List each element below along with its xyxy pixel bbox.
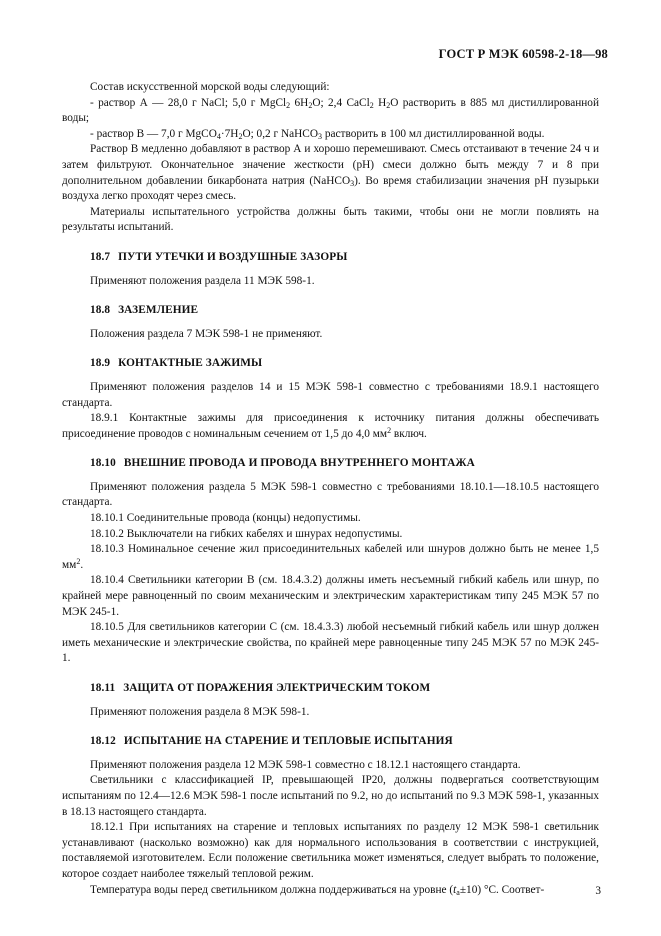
section-heading-18-12: 18.12 ИСПЫТАНИЕ НА СТАРЕНИЕ И ТЕПЛОВЫЕ ИСПЫТАНИЯ	[90, 735, 453, 748]
paragraph: Температура воды перед светильником должна поддерживаться на уровне $(t_a\pm 10)$ °С. Соответ-	[90, 883, 545, 897]
paragraph: 18.9.1 Контактные зажимы для присоединения к источнику питания должны обеспечивать присоединение проводов с номинальным сечением от 1,5 до 4,0 $мм^2$ включ.	[62, 412, 599, 440]
section-heading-18-8: 18.8 ЗАЗЕМЛЕНИЕ	[90, 304, 199, 317]
paragraph: Состав искусственной морской воды следующий:	[90, 81, 330, 93]
paragraph: 18.10.2 Выключатели на гибких кабелях и шнурах недопустимы.	[90, 527, 403, 540]
paragraph: Применяют положения раздела 5 МЭК 598-1 совместно с требованиями 18.10.1—18.10.5 настоящего стандарта.	[62, 480, 599, 509]
paragraph: Применяют положения раздела 8 МЭК 598-1.	[90, 705, 310, 718]
paragraph: Применяют положения раздела 11 МЭК 598-1.	[90, 274, 315, 287]
section-heading-18-7: 18.7 ПУТИ УТЕЧКИ И ВОЗДУШНЫЕ ЗАЗОРЫ	[90, 250, 348, 263]
paragraph: Применяют положения разделов 14 и 15 МЭК 598-1 совместно с требованиями 18.9.1 настоящего стандарта.	[62, 380, 599, 409]
paragraph: Раствор В медленно добавляют в раствор А и хорошо перемешивают. Смесь отстаивают в течение 24 ч и затем фильтруют. Окончательное значение жесткости (pH) смеси должно быть между 7 и 8 при дополнительном добавлении бикарбоната натрия (NaHCO$_3$). Во время стабилизации значения pH пузырьки воздуха легко проходят через смесь.	[62, 143, 599, 203]
paragraph: - раствор А — 28,0 г NaCl; 5,0 г MgCl$_2$ $6H_2O$; 2,4 CaCl$_2$ $H_2O$ растворить в 885 мл дистиллированной воды;	[62, 96, 599, 125]
paragraph: Светильники с классификацией IP, превышающей IP20, должны подвергаться соответствующим испытаниям по 12.4—12.6 МЭК 598-1 после испытаний по 9.2, но до испытаний по 9.3 МЭК 598-1, указанных в 18.13 настоящего стандарта.	[62, 774, 599, 818]
paragraph: 18.10.3 Номинальное сечение жил присоединительных кабелей или шнуров должно быть не менее 1,5 $мм^2$.	[62, 543, 599, 571]
page-number: 3	[595, 885, 601, 897]
paragraph: 18.12.1 При испытаниях на старение и тепловых испытаниях по разделу 12 МЭК 598-1 светильник устанавливают (насколько возможно) как для нормального использования в соответствии с инструкцией, поставляемой изготовителем. Если положение светильника может изменяться, следует выбрать то положение, которое создает наиболее тяжелый тепловой режим.	[62, 821, 599, 880]
paragraph: 18.10.5 Для светильников категории С (см. 18.4.3.3) любой несъемный гибкий кабель или шнур должен иметь механические и электрические свойства, по крайней мере равноценные типу 245 МЭК 57 по МЭК 245-1.	[62, 621, 599, 665]
paragraph: Положения раздела 7 МЭК 598-1 не применяют.	[90, 327, 323, 340]
section-heading-18-9: 18.9 КОНТАКТНЫЕ ЗАЖИМЫ	[90, 357, 263, 370]
paragraph: 18.10.1 Соединительные провода (концы) недопустимы.	[90, 512, 361, 525]
document-body	[62, 80, 599, 898]
section-heading-18-11: 18.11 ЗАЩИТА ОТ ПОРАЖЕНИЯ ЭЛЕКТРИЧЕСКИМ ТОКОМ	[90, 682, 431, 694]
paragraph: Материалы испытательного устройства должны быть такими, чтобы они не могли повлиять на результаты испытаний.	[62, 205, 599, 234]
paragraph: 18.10.4 Светильники категории В (см. 18.4.3.2) должны иметь несъемный гибкий кабель или шнур, по крайней мере равноценный по своим механическим и электрическим характеристикам типу 245 МЭК 57 по МЭК 245-1.	[62, 574, 599, 618]
document-code-header: ГОСТ Р МЭК 60598-2-18—98	[438, 47, 608, 61]
paragraph: - раствор В — 7,0 г $MgCO_4\cdot 7H_2O$; 0,2 г NaHCO$_3$ растворить в 100 мл дистиллированной воды.	[90, 127, 545, 141]
paragraph: Применяют положения раздела 12 МЭК 598-1 совместно с 18.12.1 настоящего стандарта.	[90, 758, 521, 771]
section-heading-18-10: 18.10 ВНЕШНИЕ ПРОВОДА И ПРОВОДА ВНУТРЕННЕГО МОНТАЖА	[90, 457, 475, 470]
